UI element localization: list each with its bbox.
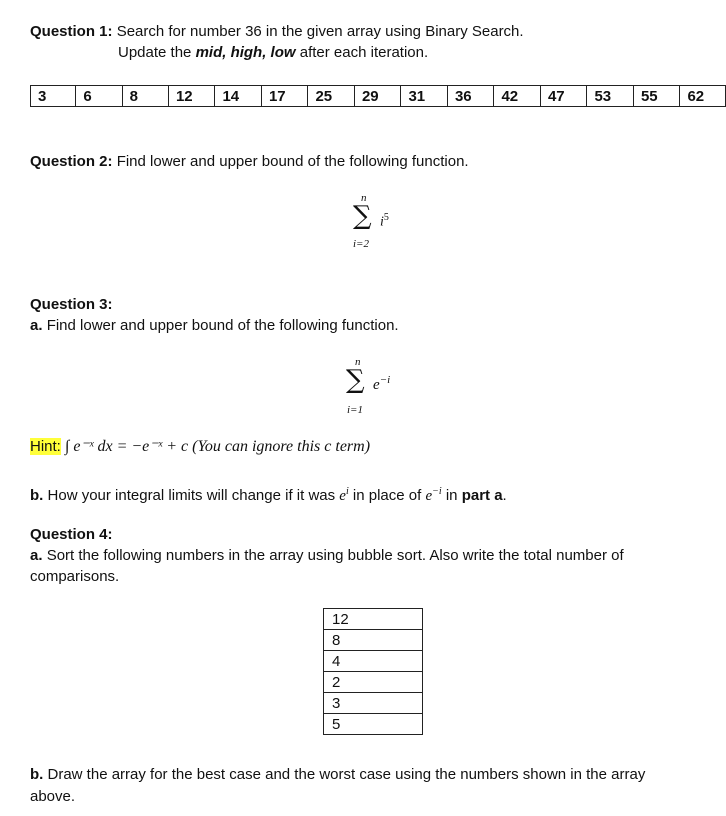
q3-part-b-ref: part a: [461, 487, 503, 504]
column-cell: 8: [324, 630, 423, 651]
array-cell: 12: [168, 86, 215, 107]
hint-formula: ∫ e⁻ˣ dx = −e⁻ˣ + c (You can ignore this c term): [65, 438, 371, 455]
q4-part-b-text-1: Draw the array for the best case and the worst case using the numbers shown in the array: [47, 766, 646, 783]
q3-part-b-end: .: [502, 487, 507, 504]
array-cell: 3: [31, 86, 76, 107]
q4-label-line: [30, 525, 113, 545]
array-cell: 8: [122, 86, 168, 107]
q3-term-base: e: [373, 377, 380, 393]
q3-part-b-math-2: [425, 488, 441, 504]
array-cell: 42: [494, 86, 541, 107]
q3-part-b: [30, 482, 507, 506]
q4-part-b-line-2: [30, 787, 75, 807]
q3-part-a-text: Find lower and upper bound of the following function.: [46, 317, 399, 334]
q4-part-a-text-2: comparisons.: [30, 568, 120, 585]
q3-label-line: [30, 295, 113, 315]
column-cell: 4: [324, 651, 423, 672]
q1-text-2-prefix: Update the: [118, 44, 196, 61]
q3-part-b-text-2: in place of: [348, 487, 426, 504]
q3-summation: [340, 356, 410, 418]
q4-part-a-line-2: [30, 567, 119, 587]
q2-summation: [340, 192, 400, 254]
q2-term: [380, 212, 389, 231]
array-cell: 55: [633, 86, 680, 107]
q2-label: Question 2:: [30, 153, 113, 170]
column-cell: 3: [324, 693, 423, 714]
q1-line-2: [118, 43, 428, 63]
math-exp: i: [345, 486, 349, 497]
column-cell: 5: [324, 714, 423, 735]
math-base: e: [339, 488, 346, 504]
q2-term-base: i: [380, 214, 384, 230]
q3-term-exp: −i: [379, 374, 391, 386]
q4-part-a-label: a.: [30, 547, 43, 564]
q2-term-exp: 5: [383, 212, 389, 223]
q4-part-a-line-1: [30, 546, 624, 566]
q4-part-b-line-1: [30, 765, 645, 785]
array-cell: 29: [354, 86, 401, 107]
hint-label: Hint:: [30, 438, 61, 455]
q3-label: Question 3:: [30, 296, 113, 313]
q1-text-2-suffix: after each iteration.: [295, 44, 429, 61]
array-cell: 62: [680, 86, 726, 107]
q4-label: Question 4:: [30, 526, 113, 543]
q3-part-b-math-1: [339, 488, 348, 504]
array-cell: 25: [308, 86, 355, 107]
math-exp: −i: [432, 486, 442, 497]
q1-array: [30, 85, 726, 107]
sigma-icon: ∑: [346, 365, 365, 395]
column-cell: 12: [324, 609, 423, 630]
math-base: e: [425, 488, 433, 504]
q3-hint: [30, 437, 370, 457]
q4-part-b-label: b.: [30, 766, 44, 783]
q3-sum-upper: n: [355, 356, 361, 368]
q3-part-b-text-3: in: [441, 487, 462, 504]
q1-label: Question 1:: [30, 23, 113, 40]
q3-part-a: [30, 316, 399, 336]
q4-part-b-text-2: above.: [30, 788, 76, 805]
array-cell: 36: [447, 86, 494, 107]
array-cell: 47: [540, 86, 587, 107]
q3-term: [373, 374, 390, 394]
array-cell: 31: [401, 86, 448, 107]
q2-text: Find lower and upper bound of the following function.: [116, 153, 469, 170]
column-cell: 2: [324, 672, 423, 693]
q3-part-b-label: b.: [30, 487, 44, 504]
q1-line-1: [30, 22, 524, 42]
q3-part-b-text-1: How your integral limits will change if it was: [47, 487, 340, 504]
q2-sum-upper: n: [361, 192, 367, 204]
q1-vars: mid, high, low: [195, 44, 296, 61]
q2-sum-lower: i=2: [353, 238, 369, 250]
q4-part-a-text-1: Sort the following numbers in the array using bubble sort. Also write the total number of: [46, 547, 624, 564]
array-cell: 6: [76, 86, 122, 107]
q1-text-1: Search for number 36 in the given array using Binary Search.: [116, 23, 524, 40]
sigma-icon: ∑: [353, 201, 372, 231]
array-cell: 53: [587, 86, 634, 107]
q3-sum-lower: i=1: [347, 404, 363, 416]
q2-line: [30, 152, 469, 172]
array-cell: 14: [215, 86, 262, 107]
q3-part-a-label: a.: [30, 317, 43, 334]
q4-array: [323, 608, 423, 735]
array-cell: 17: [261, 86, 308, 107]
